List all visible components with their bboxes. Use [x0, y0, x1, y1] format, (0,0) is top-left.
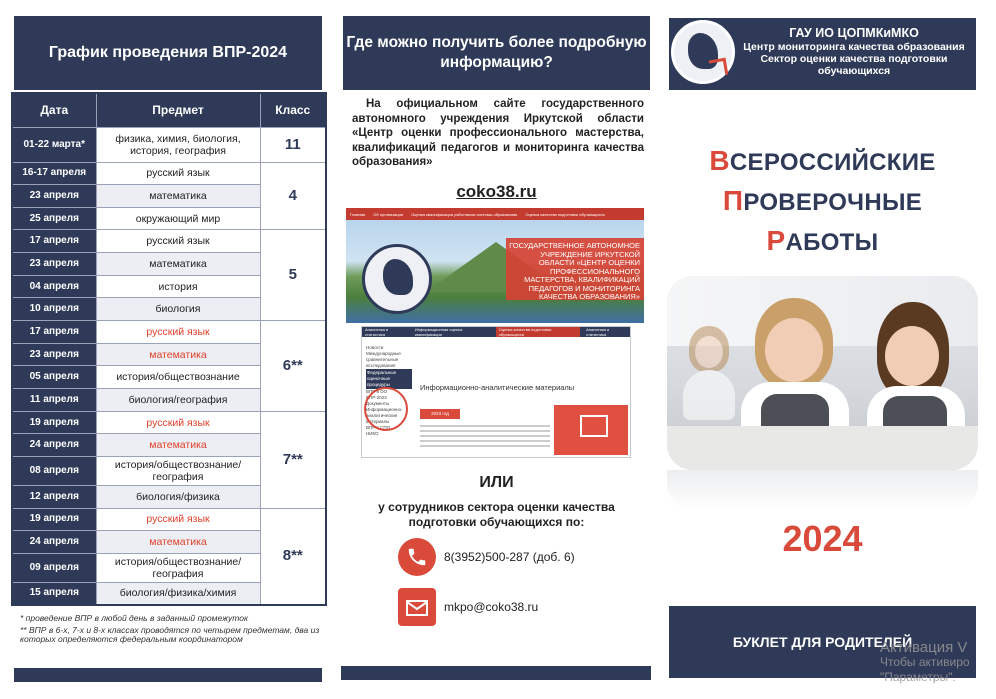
activation-watermark	[880, 640, 996, 685]
year-label: 2024	[782, 518, 863, 559]
date-cell: 23 апреля	[12, 185, 96, 208]
subject-cell: русский язык	[96, 230, 260, 253]
subject-cell: история/обществознание/ география	[96, 553, 260, 582]
website-screenshot-section	[361, 326, 631, 458]
date-cell: 10 апреля	[12, 298, 96, 321]
sidebar-item: ВПР-2023	[366, 395, 387, 400]
subject-cell: физика, химия, биология, история, география	[96, 127, 260, 162]
subject-cell: биология/физика	[96, 485, 260, 508]
sidebar-item: Документы	[366, 401, 390, 406]
organization-name: ГАУ ИО ЦОПМКиМКО	[789, 26, 919, 40]
schoolgirls-photo	[667, 276, 978, 470]
grade-cell: 5	[260, 230, 326, 321]
site-link[interactable]: coko38.ru	[456, 182, 537, 201]
organization-header	[669, 18, 976, 90]
column-header-date: Дата	[12, 93, 96, 127]
date-cell: 04 апреля	[12, 275, 96, 298]
subject-cell: математика	[96, 185, 260, 208]
watermark-line-1: Активация V	[880, 640, 968, 656]
watermark-line-3: "Параметры".	[880, 670, 956, 684]
column2-bottom-bar	[341, 666, 651, 680]
subject-cell: биология/география	[96, 389, 260, 412]
column-header-grade: Класс	[260, 93, 326, 127]
schedule-header	[14, 16, 322, 90]
sidebar-item: ВПР в ОО	[366, 389, 388, 394]
subject-cell: математика	[96, 434, 260, 457]
schedule-table	[11, 92, 327, 606]
background-student	[683, 326, 735, 426]
subject-cell: биология	[96, 298, 260, 321]
title-word: СЕРОССИЙСКИЕ	[729, 149, 936, 176]
title-word: РОВЕРОЧНЫЕ	[743, 189, 923, 216]
subject-cell: окружающий мир	[96, 207, 260, 230]
info-title: Где можно получить более подробную информацию?	[346, 34, 647, 71]
title-initial: Р	[766, 225, 786, 256]
subject-cell: русский язык	[96, 411, 260, 434]
sidebar-item: Новости	[366, 345, 384, 350]
date-cell: 08 апреля	[12, 457, 96, 486]
section-nav-item-active: Оценка качества подготовки обучающихся	[496, 327, 580, 337]
footnote-2: ** ВПР в 6-х, 7-х и 8-х классах проводятся по четырем предметам, два из которых определяются федеральным координатором	[20, 624, 320, 644]
website-menu-item: Оценка качества подготовки обучающихся	[525, 211, 605, 217]
or-label: ИЛИ	[479, 474, 514, 491]
schedule-title: График проведения ВПР-2024	[48, 44, 288, 61]
date-cell: 11 апреля	[12, 389, 96, 412]
subject-cell: русский язык	[96, 162, 260, 185]
section-nav-item: Аналитика и статистика	[586, 327, 610, 337]
date-cell: 17 апреля	[12, 321, 96, 344]
table-row	[12, 230, 326, 253]
section-nav-item: Информационная оценка квалификации	[414, 327, 463, 337]
date-cell: 01-22 марта*	[12, 127, 96, 162]
section-heading: Информационно-аналитические материалы	[420, 383, 575, 392]
subject-cell: русский язык	[96, 508, 260, 531]
sidebar-item: Международные сравнительные исследования	[366, 351, 401, 368]
subject-cell: математика	[96, 531, 260, 554]
footnote-1: * проведение ВПР в любой день в заданный промежуток	[20, 613, 248, 623]
date-cell: 23 апреля	[12, 253, 96, 276]
section-nav	[362, 327, 630, 337]
grade-cell: 4	[260, 162, 326, 230]
sidebar-item-active: Федеральные оценочные процедуры	[366, 369, 412, 389]
date-cell: 25 апреля	[12, 207, 96, 230]
subject-cell: биология/физика/химия	[96, 582, 260, 605]
date-cell: 12 апреля	[12, 485, 96, 508]
phone-number[interactable]: 8(3952)500-287 (доб. 6)	[444, 550, 575, 564]
text-lines	[420, 425, 550, 450]
info-paragraph: На официальном сайте государственного автономного учреждения Иркутской области «Центр оценки профессионального мастерства, квалификаций педагогов и мониторинга качества образования»	[352, 98, 644, 168]
subject-cell: история	[96, 275, 260, 298]
date-cell: 16-17 апреля	[12, 162, 96, 185]
schedule-body	[12, 127, 326, 605]
website-menu	[346, 208, 644, 220]
table-row	[12, 411, 326, 434]
title-line-2	[669, 182, 976, 222]
date-cell: 24 апреля	[12, 531, 96, 554]
date-cell: 17 апреля	[12, 230, 96, 253]
desk	[667, 426, 978, 470]
title-initial: В	[709, 145, 730, 176]
sidebar-item: ВПР в СПО	[366, 425, 391, 430]
title-word: АБОТЫ	[785, 229, 879, 256]
table-row	[12, 321, 326, 344]
website-banner: ГОСУДАРСТВЕННОЕ АВТОНОМНОЕ УЧРЕЖДЕНИЕ ИРКУТСКОЙ ОБЛАСТИ «ЦЕНТР ОЦЕНКИ ПРОФЕССИОНАЛЬНОГО МАСТЕРСТВА, КВАЛИФИКАЦИЙ ПЕДАГОГОВ И МОНИТОРИНГА КАЧЕСТВА ОБРАЗОВАНИЯ»	[506, 238, 644, 300]
email-address[interactable]: mkpo@coko38.ru	[444, 600, 539, 614]
phone-contact	[398, 538, 575, 576]
table-row	[12, 508, 326, 531]
watermark-line-2: Чтобы активиро	[880, 655, 970, 669]
organization-logo-icon	[362, 244, 432, 314]
website-menu-item: Об организации	[373, 211, 404, 217]
sidebar-item: Информационно-аналитические материалы	[366, 407, 403, 424]
table-row	[12, 127, 326, 162]
title-line-1	[669, 142, 976, 182]
column-header-subject: Предмет	[96, 93, 260, 127]
date-cell: 19 апреля	[12, 411, 96, 434]
footnotes	[20, 614, 320, 647]
subject-cell: история/обществознание	[96, 366, 260, 389]
website-menu-item: Главная	[350, 211, 366, 217]
organization-center: Центр мониторинга качества образования	[743, 41, 965, 53]
highlight-circle	[364, 387, 408, 431]
subject-cell: история/обществознание/ география	[96, 457, 260, 486]
grade-cell: 8**	[260, 508, 326, 605]
info-header	[343, 16, 650, 90]
subject-cell: русский язык	[96, 321, 260, 344]
phone-icon	[398, 538, 436, 576]
photo-reflection	[667, 470, 978, 510]
date-cell: 23 апреля	[12, 343, 96, 366]
staff-text: у сотрудников сектора оценки качества подготовки обучающихся по:	[378, 500, 615, 529]
title-initial: П	[722, 185, 744, 216]
website-screenshot-main	[346, 208, 644, 323]
sidebar-item: НИКО	[366, 431, 379, 436]
website-menu-item: Оценка квалификации работников системы образования	[411, 211, 518, 217]
date-cell: 24 апреля	[12, 434, 96, 457]
booklet-title	[669, 142, 976, 262]
email-contact	[398, 588, 538, 626]
grade-cell: 6**	[260, 321, 326, 412]
date-cell: 09 апреля	[12, 553, 96, 582]
date-cell: 05 апреля	[12, 366, 96, 389]
organization-sector: Сектор оценки качества подготовки обучающихся	[760, 53, 948, 77]
grade-cell: 11	[260, 127, 326, 162]
date-cell: 15 апреля	[12, 582, 96, 605]
section-nav-item: Аналитика и статистика	[365, 327, 389, 337]
title-line-3	[669, 222, 976, 262]
organization-info	[735, 26, 973, 77]
subject-cell: математика	[96, 253, 260, 276]
year-button: 2023 год	[420, 409, 460, 419]
column1-bottom-bar	[14, 668, 322, 682]
subject-cell: математика	[96, 343, 260, 366]
grade-cell: 7**	[260, 411, 326, 508]
presentation-icon	[554, 405, 628, 455]
table-row	[12, 162, 326, 185]
email-icon	[398, 588, 436, 626]
organization-emblem-icon	[671, 20, 735, 84]
date-cell: 19 апреля	[12, 508, 96, 531]
booklet-label: БУКЛЕТ ДЛЯ РОДИТЕЛЕЙ	[732, 634, 913, 650]
table-header-row	[12, 93, 326, 127]
